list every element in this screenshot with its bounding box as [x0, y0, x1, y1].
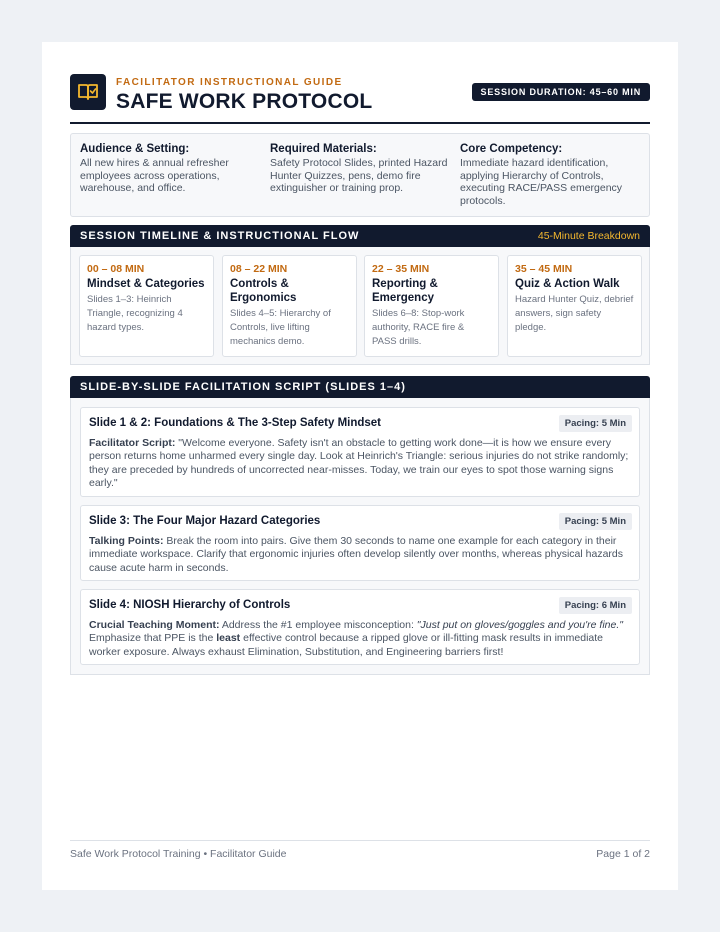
footer-title: Safe Work Protocol Training • Facilitator Guide: [70, 848, 287, 860]
timeline-title: Quiz & Action Walk: [515, 278, 620, 290]
script-card-text: [89, 535, 631, 575]
script-body-b: Emphasize that PPE is the: [89, 632, 214, 645]
timeline-desc: Hazard Hunter Quiz, debrief answers, sign safety pledge.: [515, 294, 634, 333]
info-audience: [80, 143, 260, 195]
timeline-card: [364, 255, 499, 357]
timeline-card: [222, 255, 357, 357]
script-section-header: [70, 376, 650, 398]
script-card-header: [89, 415, 631, 437]
timeline-time: 35 – 45 MIN: [515, 263, 573, 275]
emphasis-word: least: [216, 632, 241, 645]
timeline-section-title: SESSION TIMELINE & INSTRUCTIONAL FLOW: [80, 230, 360, 242]
script-card-text: [89, 437, 631, 491]
session-info-box: [70, 133, 650, 217]
info-competency: [460, 143, 630, 207]
info-heading: Required Materials:: [270, 143, 377, 155]
script-body-a: Address the #1 employee misconception:: [221, 619, 414, 631]
info-text: Immediate hazard identification, applying Hierarchy of Controls, executing RACE/PASS emergency protocols.: [460, 157, 623, 207]
info-materials: [270, 143, 450, 195]
script-card-header: [89, 513, 631, 535]
timeline-title: Reporting & Emergency: [372, 278, 438, 304]
page-content: [70, 70, 650, 658]
script-card-header: [89, 597, 631, 619]
script-section-title: SLIDE-BY-SLIDE FACILITATION SCRIPT (SLIDES 1–4): [80, 381, 406, 393]
script-body-c: effective control because a ripped glove or ill-fitting mask results in immediate worker exposure. Always exhaust Elimination, Substitution, and Engineering barriers first!: [89, 632, 604, 658]
timeline-title: Controls & Ergonomics: [230, 278, 297, 304]
timeline-breakdown-label: 45-Minute Breakdown: [537, 230, 640, 242]
timeline-desc: Slides 1–3: Heinrich Triangle, recognizing 4 hazard types.: [87, 294, 183, 333]
script-lead: Talking Points:: [89, 535, 164, 547]
timeline-time: 00 – 08 MIN: [87, 263, 145, 275]
script-lead: Crucial Teaching Moment:: [89, 619, 220, 631]
misconception-quote: "Just put on gloves/goggles and you're fine.": [416, 619, 623, 631]
timeline-desc: Slides 4–5: Hierarchy of Controls, live lifting mechanics demo.: [230, 308, 331, 347]
info-text: Safety Protocol Slides, printed Hazard Hunter Quizzes, pens, demo fire extinguisher or training prop.: [270, 157, 448, 195]
script-card: [80, 407, 640, 497]
pacing-badge: Pacing: 6 Min: [559, 597, 632, 614]
info-heading: Audience & Setting:: [80, 143, 190, 155]
document-header: [70, 70, 650, 124]
script-card-text: [89, 619, 631, 659]
timeline-time: 08 – 22 MIN: [230, 263, 288, 275]
script-card: [80, 589, 640, 665]
timeline-time: 22 – 35 MIN: [372, 263, 430, 275]
book-check-icon: [70, 74, 106, 110]
page-number: Page 1 of 2: [596, 848, 650, 860]
page-title: SAFE WORK PROTOCOL: [116, 90, 373, 113]
script-card-title: Slide 4: NIOSH Hierarchy of Controls: [89, 599, 291, 611]
script-body: Break the room into pairs. Give them 30 seconds to name one example for each category in their immediate workspace. Clarify that ergonomic injuries often develop silently over months, whereas physical hazards cause acute harm in seconds.: [89, 535, 623, 574]
script-body: "Welcome everyone. Safety isn't an obstacle to getting work done—it is how we ensure every person returns home unharmed every single day. Look at Heinrich's Triangle: serious injuries do not strike randomly; they are preceded by hundreds of uncorrected near-misses. Today, we train our eyes to spot those warning signs early.": [89, 437, 629, 490]
guide-eyebrow: FACILITATOR INSTRUCTIONAL GUIDE: [116, 77, 343, 88]
timeline-desc: Slides 6–8: Stop-work authority, RACE fire & PASS drills.: [372, 308, 465, 347]
info-text: All new hires & annual refresher employees across operations, warehouse, and office.: [80, 157, 229, 195]
document-page: [42, 42, 678, 890]
script-card-title: Slide 3: The Four Major Hazard Categories: [89, 515, 321, 527]
session-duration-badge: SESSION DURATION: 45–60 MIN: [472, 83, 650, 101]
timeline-section-body: [70, 247, 650, 365]
timeline-section-header: [70, 225, 650, 247]
script-card-title: Slide 1 & 2: Foundations & The 3-Step Safety Mindset: [89, 417, 382, 429]
pacing-badge: Pacing: 5 Min: [559, 513, 632, 530]
script-lead: Facilitator Script:: [89, 437, 176, 449]
info-heading: Core Competency:: [460, 143, 563, 155]
script-section-body: [70, 398, 650, 675]
timeline-card: [79, 255, 214, 357]
timeline-title: Mindset & Categories: [87, 278, 205, 290]
pacing-badge: Pacing: 5 Min: [559, 415, 632, 432]
script-card: [80, 505, 640, 581]
page-footer: [70, 840, 650, 860]
timeline-card: [507, 255, 642, 357]
